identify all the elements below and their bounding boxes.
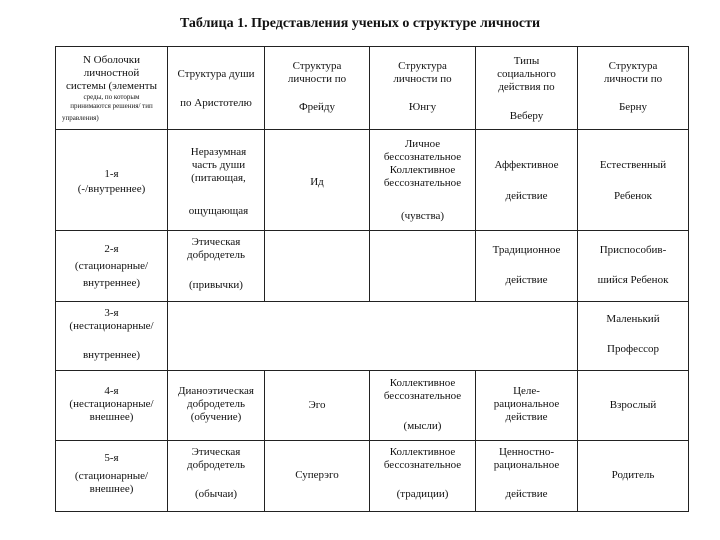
cell-line: (питающая, — [191, 172, 246, 184]
cell-line: 1-я — [104, 168, 119, 180]
grid-line — [55, 370, 688, 371]
cell-line: действие — [505, 488, 548, 500]
header-jung — [370, 60, 475, 114]
row5-jung — [370, 446, 475, 501]
cell-line: Профессор — [607, 343, 659, 355]
cell-line: Коллективное — [389, 377, 456, 389]
header-freud — [265, 60, 369, 114]
row3-berne — [578, 313, 688, 356]
grid-line — [688, 46, 689, 512]
header-line: личности по — [287, 73, 347, 85]
header-line: Берну — [618, 101, 648, 113]
cell-line: внешнее) — [89, 411, 134, 423]
header-line: N Оболочки — [82, 54, 141, 66]
cell-line: ощущающая — [188, 205, 249, 217]
row2-berne — [578, 244, 688, 287]
row5-berne — [578, 469, 688, 482]
cell-line: Дианоэтическая — [178, 385, 254, 397]
header-line: среды, по которым — [83, 93, 140, 101]
grid-line — [55, 511, 688, 512]
row5-aristotle — [168, 446, 264, 501]
header-line: Структура — [398, 60, 447, 72]
row2-aristotle — [168, 236, 264, 292]
cell-line: бессознательное — [383, 151, 462, 163]
cell-line: Маленький — [606, 313, 660, 325]
row4-weber — [476, 385, 577, 424]
cell-line: (традиции) — [396, 488, 449, 500]
row4-aristotle — [168, 385, 264, 424]
cell-line: Суперэго — [295, 469, 339, 481]
header-line: Структура души — [177, 68, 255, 80]
header-line: системы (элементы — [66, 80, 157, 92]
cell-line: (мысли) — [403, 420, 442, 432]
header-line: управления) — [62, 114, 99, 122]
cell-line: часть души — [191, 159, 246, 171]
cell-line: рациональное — [493, 459, 560, 471]
header-line: личностной — [83, 67, 140, 79]
cell-line: Родитель — [611, 469, 655, 481]
cell-line: Приспособив- — [599, 244, 667, 256]
cell-line: (чувства) — [400, 210, 445, 222]
cell-line: Личное — [404, 138, 441, 150]
cell-line: Традиционное — [492, 244, 561, 256]
row1-jung — [370, 138, 475, 223]
header-line: социального — [497, 68, 556, 80]
row1-freud — [265, 176, 369, 189]
cell-line: Естественный — [599, 159, 667, 171]
grid-line — [55, 129, 688, 130]
cell-line: действие — [505, 190, 548, 202]
cell-line: шийся Ребенок — [597, 274, 669, 286]
cell-line: внешнее) — [89, 483, 134, 495]
row1-aristotle — [168, 146, 269, 218]
row1-shell — [56, 168, 167, 196]
header-line: личности по — [603, 73, 663, 85]
header-aristotle — [168, 68, 264, 110]
cell-line: бессознательное — [383, 390, 462, 402]
row3-shell — [56, 307, 167, 362]
cell-line: Этическая — [191, 446, 241, 458]
row5-shell — [56, 452, 167, 496]
cell-line: 3-я — [104, 307, 119, 319]
table-title: Таблица 1. Представления ученых о структуре личности — [179, 16, 541, 31]
cell-line: добродетель — [186, 249, 246, 261]
cell-line: 5-я — [104, 452, 119, 464]
grid-line — [264, 370, 265, 512]
cell-line: внутреннее) — [82, 349, 141, 361]
header-line: Структура — [608, 60, 658, 72]
cell-line: добродетель — [186, 459, 246, 471]
header-line: по Аристотелю — [180, 97, 252, 109]
cell-line: Целе- — [513, 385, 540, 397]
cell-line: (нестационарные/ — [69, 398, 154, 410]
cell-line: Ребенок — [614, 190, 652, 202]
row2-shell — [56, 243, 167, 290]
cell-line: Эго — [308, 399, 326, 411]
row4-freud — [265, 399, 369, 412]
grid-line — [55, 46, 688, 47]
cell-line: 2-я — [104, 243, 119, 255]
header-shells — [56, 54, 167, 123]
row4-shell — [56, 385, 167, 424]
cell-line: (-/внутреннее) — [77, 183, 146, 195]
header-line: Веберу — [509, 110, 544, 122]
cell-line: 4-я — [104, 385, 119, 397]
grid-line — [55, 301, 688, 302]
cell-line: действие — [505, 274, 548, 286]
cell-line: (стационарные/ — [74, 470, 149, 482]
header-line: Фрейду — [298, 101, 336, 113]
row2-weber — [476, 244, 577, 287]
cell-line: действие — [505, 411, 548, 423]
row5-freud — [265, 469, 369, 482]
cell-line: (нестационарные/ — [69, 320, 154, 332]
cell-line: Ценностно- — [498, 446, 555, 458]
cell-line: Коллективное — [389, 164, 456, 176]
header-berne — [578, 60, 688, 114]
row1-weber — [476, 159, 577, 203]
header-line: личности по — [393, 73, 452, 85]
header-line: Структура — [292, 60, 342, 72]
grid-line — [55, 230, 688, 231]
row1-berne — [578, 159, 688, 203]
cell-line: бессознательное — [383, 177, 462, 189]
cell-line: Этическая — [191, 236, 241, 248]
header-line: Типы — [513, 55, 540, 67]
grid-line — [55, 440, 688, 441]
cell-line: Взрослый — [609, 399, 657, 411]
cell-line: Ид — [310, 176, 324, 188]
cell-line: внутреннее) — [82, 277, 141, 289]
row4-berne — [578, 399, 688, 412]
header-weber — [476, 55, 577, 123]
cell-line: (обычаи) — [194, 488, 238, 500]
row4-jung — [370, 377, 475, 433]
cell-line: (стационарные/ — [74, 260, 149, 272]
cell-line: (обучение) — [190, 411, 242, 423]
cell-line: бессознательное — [383, 459, 462, 471]
cell-line: добродетель — [186, 398, 246, 410]
header-line: Юнгу — [408, 101, 437, 113]
row5-weber — [476, 446, 577, 501]
header-line: принимаются решения/ тип — [70, 102, 153, 110]
cell-line: Коллективное — [389, 446, 456, 458]
header-line: действия по — [498, 81, 555, 93]
cell-line: Аффективное — [494, 159, 559, 171]
cell-line: (привычки) — [189, 279, 243, 291]
cell-line: Неразумная — [190, 146, 247, 158]
cell-line: рациональное — [493, 398, 560, 410]
